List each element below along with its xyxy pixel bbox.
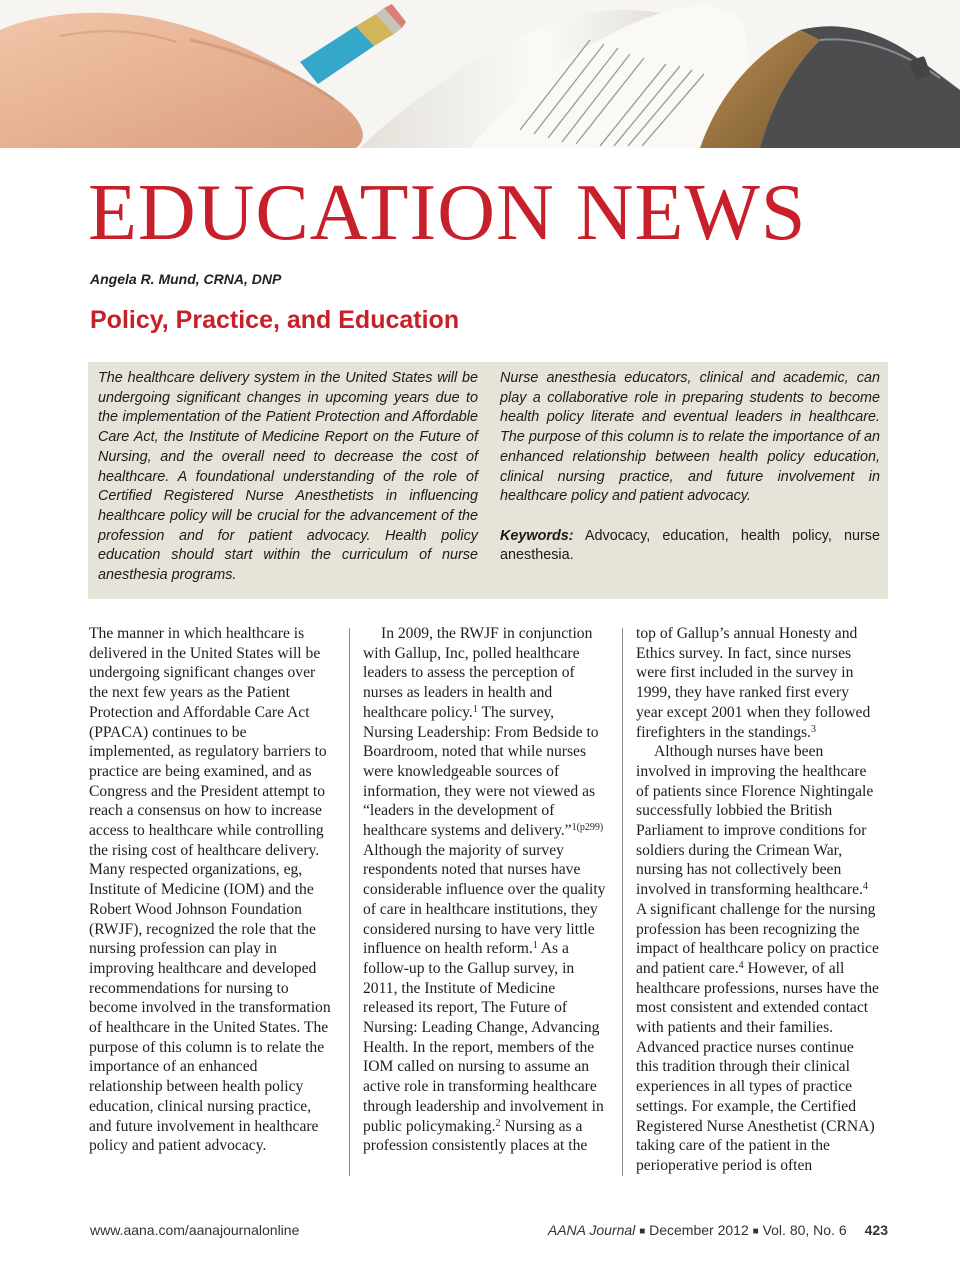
body-column-1 xyxy=(89,624,332,1156)
text-run: The survey, Nursing Leadership: From Bedside to Boardroom, noted that while nurses were knowledgeable sources of information, they were not viewed as “leaders in the development of healthcare systems and delivery.” xyxy=(363,703,599,840)
footer-separator: ■ xyxy=(639,1226,646,1237)
abstract-box xyxy=(88,362,888,599)
keywords-text: Advocacy, education, health policy, nurse anesthesia. xyxy=(500,527,880,564)
body-paragraph: The manner in which healthcare is delivered in the United States will be undergoing significant changes over the next few years as the Patient Protection and Affordable Care Act (PPACA) continues to be implemented, as regulatory barriers to practice are being examined, and as Congress and the President attempt to reach a consensus on how to increase access to healthcare while controlling the rising cost of healthcare delivery. Many respected organizations, eg, Institute of Medicine (IOM) and the Robert Wood Johnson Foundation (RWJF), recognized the role that the nursing profession can play in improving healthcare and developed recommendations for nursing to become involved in the transformation of healthcare in the United States. The purpose of this column is to relate the importance of an enhanced relationship between health policy education, clinical nursing practice, and future involvement in healthcare policy and patient advocacy. xyxy=(89,625,331,1155)
abstract-right-column xyxy=(500,369,880,566)
text-run: Although the majority of survey respondents noted that nurses have considerable influence over the quality of care in healthcare institutions, they considered nursing to have very little influence on health reform. xyxy=(363,841,606,958)
footer-date: December 2012 xyxy=(649,1222,749,1238)
citation-ref: 1 xyxy=(472,703,478,715)
body-paragraph xyxy=(363,624,606,1156)
article-title: Policy, Practice, and Education xyxy=(90,306,460,334)
footer-url-link[interactable]: www.aana.com/aanajournalonline xyxy=(90,1222,300,1238)
text-run: However, of all healthcare professions, nurses have the most consistent and extended contact with patients and their families. Advanced practice nurses continue this tradition through their clinical experiences in all types of practice settings. For example, the Certified Registered Nurse Anesthetist (CRNA) taking care of the patient in the perioperative period is often xyxy=(636,959,879,1174)
text-run: As a follow-up to the Gallup survey, in 2011, the Institute of Medicine released its report, The Future of Nursing: Leading Change, Advancing Health. In the report, members of the IOM called on nursing to assume an active role in transforming healthcare through leadership and involvement in public policymaking. xyxy=(363,940,604,1135)
citation-ref: 4 xyxy=(862,881,868,893)
abstract-left-text: The healthcare delivery system in the United States will be undergoing significant changes in upcoming years due to the implementation of the Patient Protection and Affordable Care Act, the Institute of Medicine Report on the Future of Nursing, and the overall need to decrease the cost of healthcare. A foundational understanding of the role of Certified Registered Nurse Anesthetists in influencing healthcare policy will be crucial for the advancement of the profession and for patient advocacy. Health policy education should start within the curriculum of nurse anesthesia programs. xyxy=(98,370,478,584)
footer-separator: ■ xyxy=(752,1226,759,1237)
column-divider xyxy=(349,628,350,1176)
column-divider xyxy=(622,628,623,1176)
footer-volume: Vol. 80, No. 6 xyxy=(762,1222,847,1238)
text-run: A significant challenge for the nursing profession has been recognizing the impact of healthcare policy on practice and patient care. xyxy=(636,900,879,977)
footer-citation xyxy=(548,1222,888,1238)
text-run: In 2009, the RWJF in conjunction with Gallup, Inc, polled healthcare leaders to assess the perception of nurses as leaders in health and healthcare policy. xyxy=(363,625,593,721)
author-byline: Angela R. Mund, CRNA, DNP xyxy=(90,271,282,287)
keywords xyxy=(500,527,880,566)
text-run: Although nurses have been involved in improving the healthcare of patients since Florence Nightingale successfully lobbied the British Parliament to improve conditions for soldiers during the Crimean War, nursing has not collectively been involved in transforming healthcare. xyxy=(636,743,874,899)
body-paragraph xyxy=(636,624,879,742)
citation-ref: 1(p299) xyxy=(571,822,604,834)
text-run: top of Gallup’s annual Honesty and Ethics survey. In fact, since nurses were first included in the survey in 1999, they have ranked first every year except 2001 when they followed firefighters in the standings. xyxy=(636,625,871,741)
section-title: EDUCATION NEWS xyxy=(88,169,807,257)
body-paragraph xyxy=(636,742,879,1175)
header-photo xyxy=(0,0,960,148)
body-column-2 xyxy=(363,624,606,1156)
header-photo-illustration xyxy=(0,0,960,148)
text-run: Nursing as a profession consistently places at the xyxy=(363,1117,588,1155)
abstract-right-text: Nurse anesthesia educators, clinical and academic, can play a collaborative role in preparing students to become health policy literate and eventual leaders in healthcare. The purpose of this column is to relate the importance of an enhanced relationship between health policy education, clinical nursing practice, and future involvement in healthcare policy and patient advocacy. xyxy=(500,370,880,505)
citation-ref: 2 xyxy=(495,1117,501,1129)
body-column-3 xyxy=(636,624,879,1176)
footer-journal: AANA Journal xyxy=(547,1222,636,1238)
keywords-label: Keywords: xyxy=(500,527,574,544)
page-number: 423 xyxy=(864,1222,888,1238)
citation-ref: 1 xyxy=(532,940,538,952)
citation-ref: 4 xyxy=(738,959,744,971)
citation-ref: 3 xyxy=(810,723,816,735)
